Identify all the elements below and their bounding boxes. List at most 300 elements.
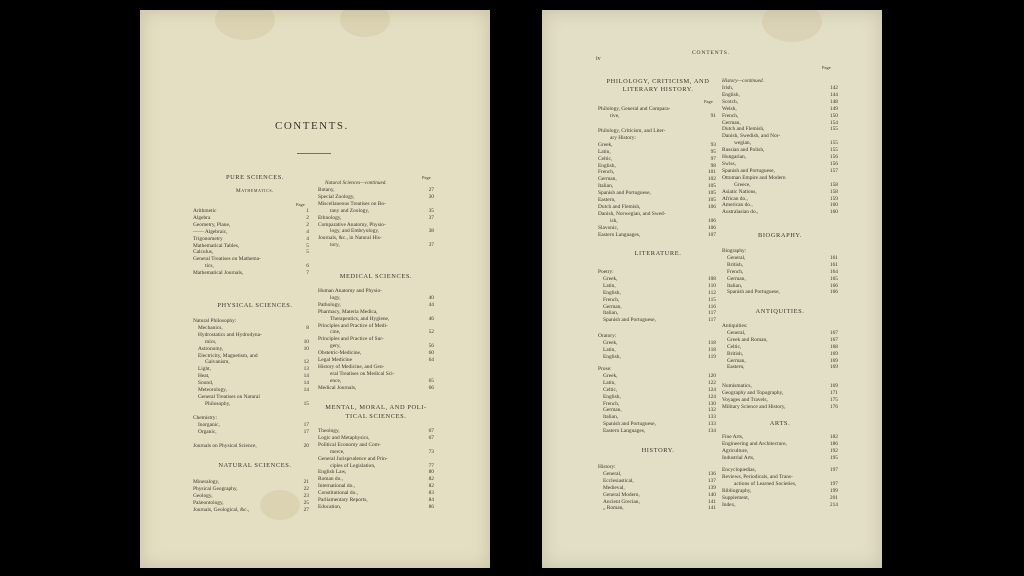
toc-entry xyxy=(318,350,434,357)
entry-title: Irish, xyxy=(722,85,734,91)
toc-entry xyxy=(598,142,716,149)
entry-page: 44 xyxy=(428,301,434,308)
toc-entry xyxy=(598,505,716,512)
entry-page: 60 xyxy=(428,350,434,357)
history-continued-list xyxy=(722,85,838,216)
entry-title: Prose: xyxy=(598,366,612,372)
toc-entry xyxy=(318,497,434,504)
toc-entry xyxy=(722,358,838,365)
toc-entry xyxy=(722,99,838,106)
entry-title: Supplement, xyxy=(722,494,750,501)
toc-entry xyxy=(598,401,716,408)
toc-entry xyxy=(598,421,716,428)
antiquities-list xyxy=(722,323,838,371)
toc-entry xyxy=(598,211,716,218)
entry-title: Geometry, Plane, xyxy=(193,221,231,228)
toc-entry xyxy=(318,364,434,371)
entry-title: Australasian do., xyxy=(722,209,759,216)
toc-entry xyxy=(722,133,838,140)
toc-entry xyxy=(722,255,838,262)
entry-page: 105 xyxy=(707,183,716,190)
entry-page: 197 xyxy=(829,480,838,487)
entry-title: Spanish and Portuguese, xyxy=(727,289,780,296)
toc-entry xyxy=(722,344,838,351)
entry-page: 64 xyxy=(428,357,434,364)
page-stain xyxy=(340,10,390,37)
entry-title: Spanish and Portuguese, xyxy=(603,317,656,324)
entry-page: 10 xyxy=(303,338,309,345)
entry-page: 112 xyxy=(708,289,716,296)
toc-entry xyxy=(193,401,309,408)
entry-title: Human Anatomy and Physio- xyxy=(318,288,382,294)
toc-entry xyxy=(598,317,716,324)
entry-title: French, xyxy=(722,112,739,119)
toc-entry xyxy=(318,483,434,490)
entry-title: Eastern Languages, xyxy=(598,231,641,238)
toc-entry xyxy=(318,194,434,201)
toc-entry xyxy=(598,387,716,394)
toc-entry xyxy=(722,168,838,175)
toc-entry xyxy=(318,288,434,295)
toc-entry xyxy=(318,309,434,316)
entry-title: Italian, xyxy=(603,310,619,317)
entry-page: 148 xyxy=(829,98,838,105)
entry-title: Pharmacy, Materia Medica, xyxy=(318,308,378,315)
entry-title: Hungarian, xyxy=(722,154,747,161)
entry-title: gery, xyxy=(330,343,341,350)
entry-title: Italian, xyxy=(598,183,614,190)
entry-title: Medieval, xyxy=(603,484,625,491)
toc-entry xyxy=(722,502,838,509)
toc-entry xyxy=(598,478,716,485)
toc-entry xyxy=(598,464,716,471)
entry-title: merce, xyxy=(330,448,345,455)
entry-title: German, xyxy=(598,176,617,183)
entry-page: 158 xyxy=(829,188,838,195)
toc-entry xyxy=(598,183,716,190)
entry-page: 137 xyxy=(707,477,716,484)
toc-entry xyxy=(722,262,838,269)
entry-title: —— Algebraic, xyxy=(193,228,228,235)
entry-title: Journals, &c., in Natural His- xyxy=(318,235,382,242)
entry-page: 171 xyxy=(829,389,838,396)
toc-entry xyxy=(193,493,309,500)
entry-page: 30 xyxy=(428,193,434,200)
entry-page: 46 xyxy=(428,315,434,322)
entry-page: 97 xyxy=(710,155,716,162)
entry-title: Constitutional do., xyxy=(318,490,358,497)
entry-title: wegian, xyxy=(734,140,751,147)
toc-entry xyxy=(722,269,838,276)
entry-page: 156 xyxy=(829,160,838,167)
toc-entry xyxy=(722,351,838,358)
entry-page: 110 xyxy=(708,282,716,289)
entry-page: 166 xyxy=(829,282,838,289)
entry-page: 13 xyxy=(303,366,309,373)
entry-page: 140 xyxy=(707,491,716,498)
entry-page: 105 xyxy=(707,190,716,197)
entry-page: 168 xyxy=(829,343,838,350)
page-stain xyxy=(762,10,822,42)
toc-entry xyxy=(598,366,716,373)
entry-title: Engineering and Architecture, xyxy=(722,440,787,447)
entry-page: 5 xyxy=(306,242,309,249)
entry-page: 169 xyxy=(829,364,838,371)
toc-entry xyxy=(598,149,716,156)
toc-entry xyxy=(598,485,716,492)
entry-page: 38 xyxy=(428,228,434,235)
toc-entry xyxy=(598,283,716,290)
toc-entry xyxy=(722,455,838,462)
entry-title: Trigonometry xyxy=(193,235,223,242)
entry-title: Bibliography, xyxy=(722,487,752,494)
entry-title: Journals, Geological, &c., xyxy=(193,506,250,513)
contents-title: CONTENTS. xyxy=(275,120,349,132)
entry-page: 159 xyxy=(829,195,838,202)
entry-page: 166 xyxy=(829,289,838,296)
toc-entry xyxy=(598,471,716,478)
entry-page: 14 xyxy=(303,373,309,380)
entry-title: Geology, xyxy=(193,492,213,499)
toc-entry xyxy=(193,339,309,346)
toc-entry xyxy=(598,428,716,435)
entry-title: Fine Arts, xyxy=(722,434,744,440)
entry-title: Calculus, xyxy=(193,249,214,256)
entry-page: 35 xyxy=(428,207,434,214)
entry-title: Journals on Physical Science, xyxy=(193,443,257,449)
toc-entry xyxy=(722,161,838,168)
entry-title: French, xyxy=(727,268,744,275)
toc-entry xyxy=(722,92,838,99)
toc-entry xyxy=(722,209,838,216)
entry-page: 10 xyxy=(303,345,309,352)
natural-continued-list xyxy=(318,187,434,249)
toc-entry xyxy=(193,380,309,387)
misc-topics-list xyxy=(722,383,838,411)
oratory-list xyxy=(598,333,716,361)
entry-page: 144 xyxy=(829,91,838,98)
entry-page: 8 xyxy=(306,324,309,331)
entry-page: 4 xyxy=(306,235,309,242)
entry-page: 142 xyxy=(829,85,838,91)
entry-title: Eastern, xyxy=(727,364,745,371)
toc-entry xyxy=(318,201,434,208)
entry-title: Eastern, xyxy=(598,197,616,204)
toc-entry xyxy=(722,289,838,296)
reference-list xyxy=(722,467,838,508)
toc-entry xyxy=(722,283,838,290)
entry-title: German, xyxy=(722,119,741,126)
entry-title: General Treatises on Natural xyxy=(198,393,260,400)
toc-entry xyxy=(318,235,434,242)
toc-entry xyxy=(318,428,434,435)
entry-title: Numismatics, xyxy=(722,383,752,389)
toc-entry xyxy=(193,359,309,366)
entry-title: General Modern, xyxy=(603,491,640,498)
entry-page: 25 xyxy=(303,499,309,506)
entry-title: History of Medicine, and Gen- xyxy=(318,363,385,370)
toc-entry xyxy=(193,270,309,277)
entry-page: 22 xyxy=(303,485,309,492)
entry-title: Industrial Arts, xyxy=(722,454,755,461)
natural-sciences-list xyxy=(193,479,309,514)
toc-entry xyxy=(598,499,716,506)
entry-title: English, xyxy=(722,91,740,98)
entry-page: 118 xyxy=(708,346,716,353)
entry-title: tics, xyxy=(205,263,214,270)
entry-page: 117 xyxy=(708,317,716,324)
toc-entry xyxy=(722,481,838,488)
entry-page: 82 xyxy=(428,483,434,490)
toc-entry xyxy=(318,302,434,309)
toc-entry xyxy=(598,169,716,176)
entry-page: 182 xyxy=(829,434,838,440)
toc-entry xyxy=(722,147,838,154)
entry-title: Pathology, xyxy=(318,301,341,308)
toc-entry xyxy=(722,182,838,189)
toc-entry xyxy=(193,215,309,222)
entry-page: 155 xyxy=(829,147,838,154)
entry-page: 175 xyxy=(829,396,838,403)
entry-page: 139 xyxy=(707,484,716,491)
entry-page: 67 xyxy=(428,428,434,434)
toc-entry xyxy=(318,343,434,350)
toc-entry xyxy=(318,316,434,323)
entry-page: 132 xyxy=(707,407,716,414)
entry-title: Hydrostatics and Hydrodyna- xyxy=(198,331,262,338)
entry-page: 95 xyxy=(710,148,716,155)
toc-entry xyxy=(722,126,838,133)
mathematics-heading: Mathematics. xyxy=(235,188,275,194)
entry-title: Swiss, xyxy=(722,160,736,167)
entry-title: eral Treatises on Medical Sci- xyxy=(330,370,395,377)
entry-title: Welsh, xyxy=(722,105,737,112)
entry-page: 167 xyxy=(829,329,838,336)
poetry-list xyxy=(598,269,716,324)
entry-title: Index, xyxy=(722,501,736,508)
entry-page: 157 xyxy=(829,167,838,174)
toc-entry xyxy=(193,373,309,380)
entry-page: 23 xyxy=(303,492,309,499)
toc-entry xyxy=(193,346,309,353)
entry-page: 124 xyxy=(707,386,716,393)
toc-entry xyxy=(722,323,838,330)
toc-entry xyxy=(598,163,716,170)
entry-title: Mechanics, xyxy=(198,324,223,331)
toc-entry xyxy=(193,325,309,332)
entry-page: 192 xyxy=(829,447,838,454)
toc-entry xyxy=(598,106,716,113)
toc-entry xyxy=(193,222,309,229)
entry-title: cine, xyxy=(330,329,341,336)
entry-page: 133 xyxy=(707,421,716,428)
entry-title: Danish, Swedish, and Nor- xyxy=(722,133,781,140)
entry-title: Principles and Practice of Medi- xyxy=(318,322,388,329)
entry-page: 40 xyxy=(428,294,434,301)
entry-title: Meteorology, xyxy=(198,387,227,394)
toc-entry xyxy=(193,415,309,422)
entry-title: American do., xyxy=(722,202,753,209)
entry-title: Legal Medicine xyxy=(318,357,352,364)
toc-entry xyxy=(318,442,434,449)
literature-heading: LITERATURE. xyxy=(634,250,682,257)
toc-entry xyxy=(722,248,838,255)
toc-entry xyxy=(598,225,716,232)
entry-title: logy, and Embryology, xyxy=(330,228,380,235)
toc-entry xyxy=(193,332,309,339)
history-continued-heading: History—continued. xyxy=(722,78,764,84)
entry-title: Greek, xyxy=(603,372,618,379)
toc-entry xyxy=(598,354,716,361)
entry-title: Astronomy, xyxy=(198,345,224,352)
entry-page: 15 xyxy=(303,400,309,407)
entry-title: Biography: xyxy=(722,248,747,254)
mental-sciences-heading-1: MENTAL, MORAL, AND POLI- xyxy=(325,404,427,411)
toc-entry xyxy=(722,390,838,397)
entry-title: Ottoman Empire and Modern xyxy=(722,174,786,181)
medical-sciences-list xyxy=(318,288,434,392)
toc-entry xyxy=(722,337,838,344)
entry-title: Russian and Polish, xyxy=(722,147,765,154)
entry-page: 149 xyxy=(829,105,838,112)
toc-entry xyxy=(598,218,716,225)
entry-title: Inorganic, xyxy=(198,421,220,428)
entry-title: English, xyxy=(598,162,616,169)
entry-title: „ Roman, xyxy=(603,505,624,512)
toc-entry xyxy=(598,373,716,380)
arts-heading: ARTS. xyxy=(769,420,791,427)
toc-entry xyxy=(318,469,434,476)
entry-title: Botany, xyxy=(318,187,335,193)
entry-page: 176 xyxy=(829,403,838,410)
toc-entry xyxy=(598,297,716,304)
entry-title: African do., xyxy=(722,195,748,202)
toc-entry xyxy=(722,140,838,147)
entry-title: tany and Zoology, xyxy=(330,207,370,214)
entry-page: 2 xyxy=(306,214,309,221)
entry-page: 101 xyxy=(707,169,716,176)
biography-list xyxy=(722,248,838,296)
toc-entry xyxy=(722,113,838,120)
entry-title: General, xyxy=(603,470,622,477)
toc-entry xyxy=(193,353,309,360)
entry-title: Political Economy and Com- xyxy=(318,441,381,448)
entry-page: 141 xyxy=(707,505,716,512)
entry-title: Palæontology, xyxy=(193,499,224,506)
entry-title: Philosophy, xyxy=(205,400,231,407)
entry-title: Obstetric-Medicine, xyxy=(318,350,362,357)
toc-entry xyxy=(193,249,309,256)
toc-entry xyxy=(598,492,716,499)
entry-title: Organic, xyxy=(198,428,217,435)
entry-page: 80 xyxy=(428,469,434,476)
entry-title: Latin, xyxy=(603,282,616,289)
toc-entry xyxy=(598,190,716,197)
entry-title: General Jurisprudence and Prin- xyxy=(318,455,388,462)
toc-entry xyxy=(722,120,838,127)
entry-page: 141 xyxy=(707,498,716,505)
entry-title: Greek, xyxy=(603,339,618,346)
toc-entry xyxy=(318,222,434,229)
entry-title: Celtic, xyxy=(598,155,613,162)
entry-page: 154 xyxy=(829,119,838,126)
entry-page: 116 xyxy=(708,303,716,310)
entry-title: Spanish and Portuguese, xyxy=(598,190,651,197)
toc-entry xyxy=(193,387,309,394)
toc-entry xyxy=(598,380,716,387)
entry-page: 27 xyxy=(303,506,309,513)
natural-sciences-heading: NATURAL SCIENCES. xyxy=(218,462,292,469)
page-column-label: Page xyxy=(422,175,431,180)
entry-page: 107 xyxy=(707,231,716,238)
running-head: CONTENTS. xyxy=(692,50,730,56)
toc-entry xyxy=(193,243,309,250)
entry-title: Principles and Practice of Sur- xyxy=(318,336,384,343)
toc-entry xyxy=(318,215,434,222)
entry-page: 150 xyxy=(829,112,838,119)
toc-entry xyxy=(193,229,309,236)
toc-entry xyxy=(598,347,716,354)
entry-page: 119 xyxy=(708,353,716,360)
toc-entry xyxy=(598,414,716,421)
entry-title: Latin, xyxy=(598,148,611,155)
toc-entry xyxy=(598,290,716,297)
entry-title: Light, xyxy=(198,366,212,373)
entry-page: 2 xyxy=(306,221,309,228)
entry-title: Scotch, xyxy=(722,98,739,105)
entry-page: 214 xyxy=(829,501,838,508)
toc-entry xyxy=(722,474,838,481)
entry-title: Natural Philosophy: xyxy=(193,318,237,324)
entry-page: 124 xyxy=(707,393,716,400)
entry-title: Roman do., xyxy=(318,476,344,483)
toc-entry xyxy=(193,256,309,263)
toc-entry xyxy=(722,448,838,455)
entry-title: Arithmetic xyxy=(193,208,217,214)
entry-title: Encyclopædias, xyxy=(722,467,756,473)
entry-title: ish, xyxy=(610,217,618,224)
arts-list xyxy=(722,434,838,462)
entry-title: Ecclesiastical, xyxy=(603,477,634,484)
toc-entry xyxy=(722,276,838,283)
entry-title: Theology, xyxy=(318,428,340,434)
entry-page: 91 xyxy=(710,112,716,119)
criticism-list xyxy=(598,128,716,239)
entry-title: Mathematical Journals, xyxy=(193,270,244,277)
entry-title: Medical Journals, xyxy=(318,384,357,391)
toc-entry xyxy=(318,228,434,235)
toc-entry xyxy=(722,467,838,474)
entry-page: 4 xyxy=(306,228,309,235)
entry-page: 37 xyxy=(428,214,434,221)
toc-entry xyxy=(722,404,838,411)
entry-page: 73 xyxy=(428,448,434,455)
entry-title: Agriculture, xyxy=(722,447,749,454)
entry-title: Military Science and History, xyxy=(722,403,786,410)
entry-title: English, xyxy=(603,393,621,400)
entry-title: Philology, Criticism, and Liter- xyxy=(598,128,666,134)
toc-entry xyxy=(722,495,838,502)
journals-physical-row xyxy=(193,443,309,450)
entry-page: 160 xyxy=(829,202,838,209)
toc-entry xyxy=(722,383,838,390)
history-list xyxy=(598,464,716,512)
toc-entry xyxy=(193,429,309,436)
entry-page: 134 xyxy=(707,428,716,435)
entry-title: Dutch and Flemish, xyxy=(722,126,765,133)
prose-list xyxy=(598,366,716,435)
entry-title: Slavonic, xyxy=(598,224,619,231)
